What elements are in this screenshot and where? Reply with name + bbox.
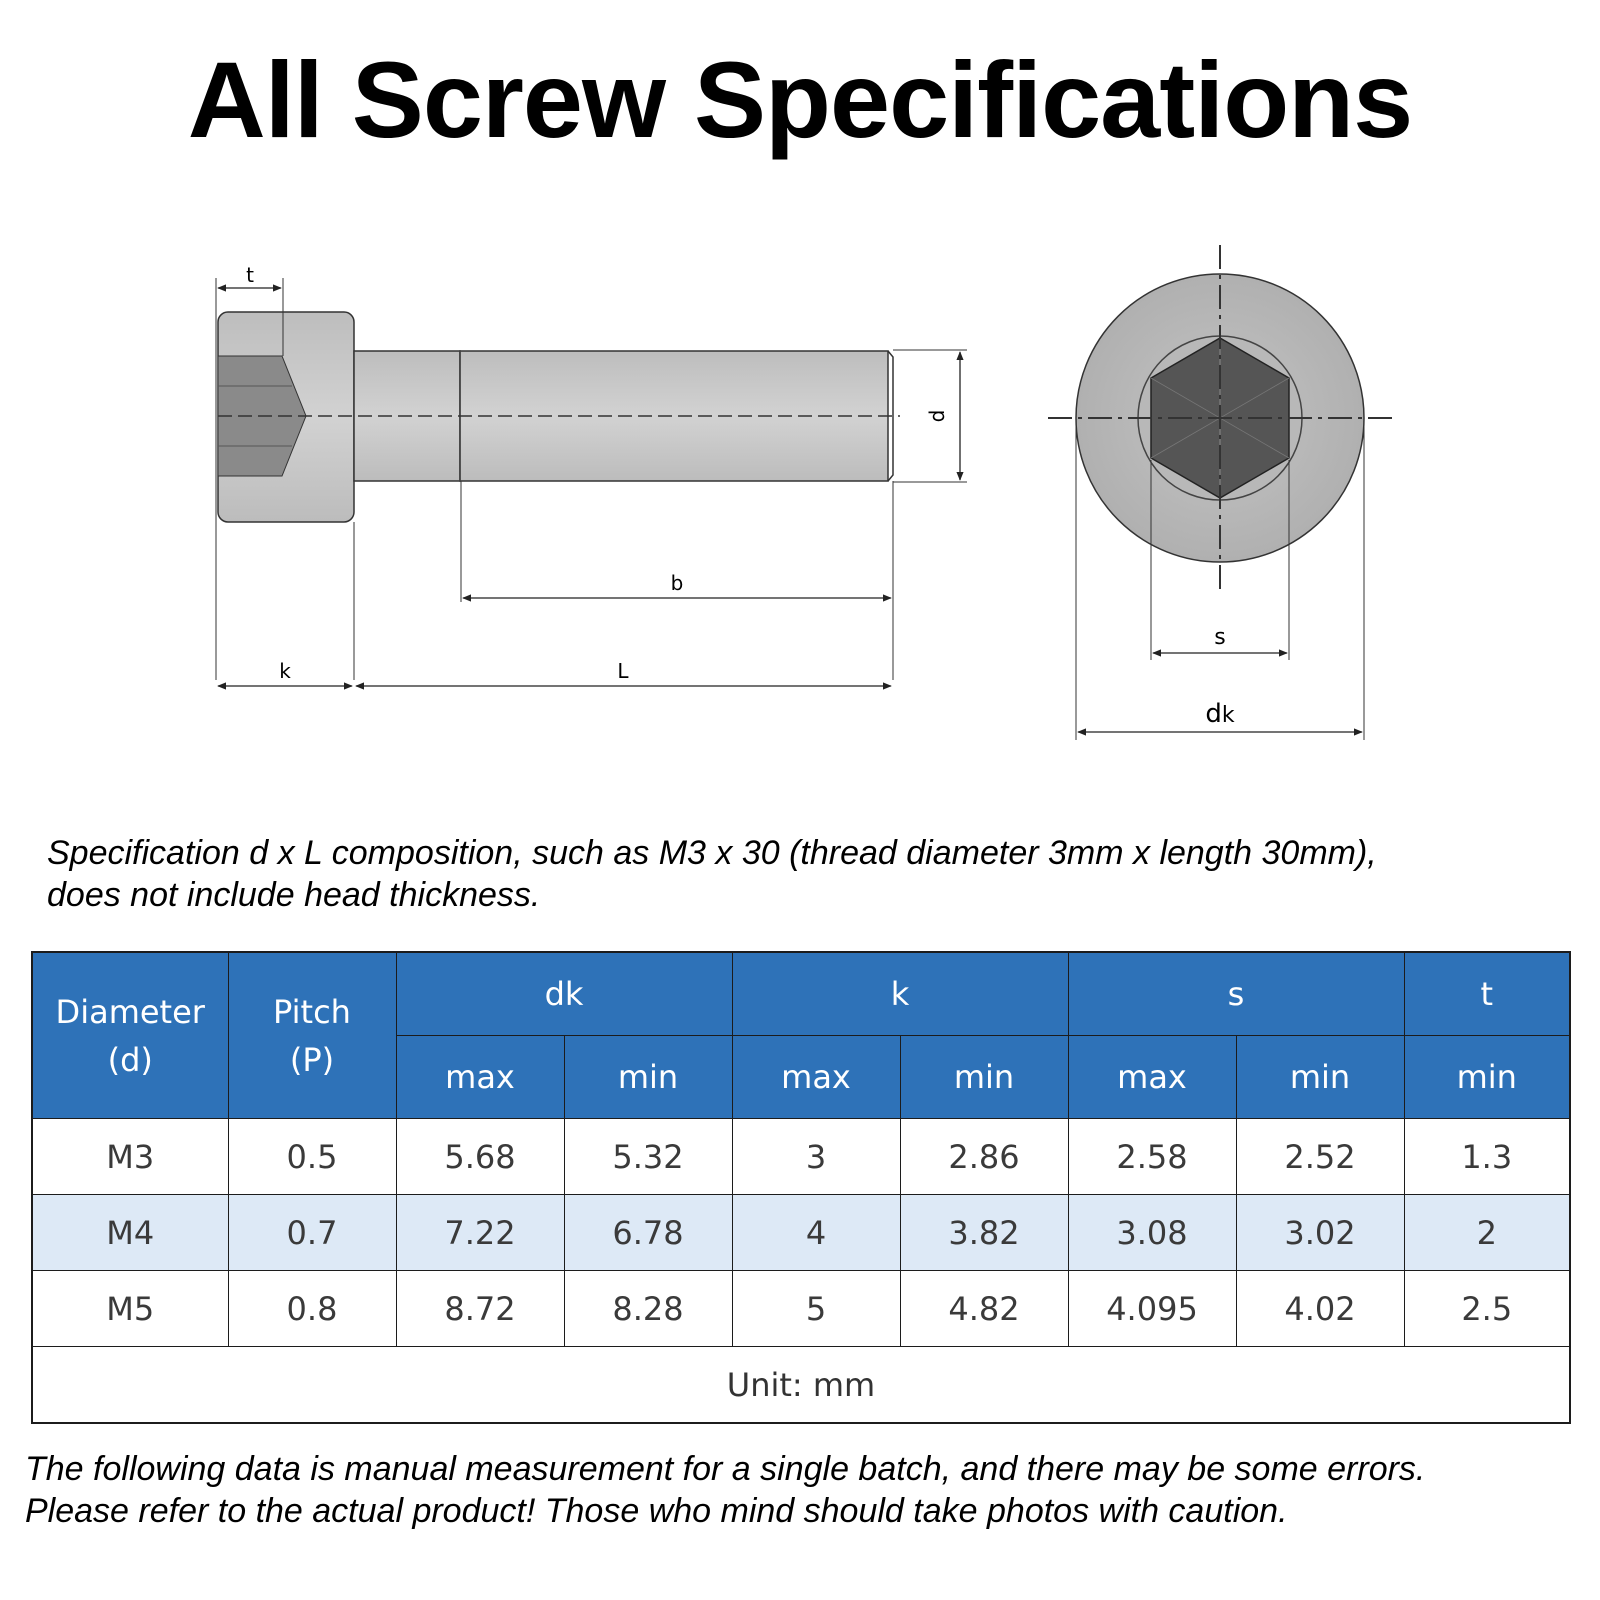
subheader-max: max <box>732 1036 900 1119</box>
cell-dk-min: 8.28 <box>564 1271 732 1347</box>
table-row <box>32 1119 1570 1195</box>
cell-dk-max: 7.22 <box>396 1195 564 1271</box>
header-text: Diameter <box>55 992 205 1031</box>
screw-top-view <box>1048 245 1392 740</box>
cell-dk-min: 5.32 <box>564 1119 732 1195</box>
cell-pitch: 0.7 <box>228 1195 396 1271</box>
screw-side-view <box>216 263 967 686</box>
cell-t-min: 1.3 <box>1404 1119 1570 1195</box>
page-title: All Screw Specifications <box>187 39 1413 160</box>
cell-k-min: 2.86 <box>900 1119 1068 1195</box>
subheader-min: min <box>564 1036 732 1119</box>
subheader-min: min <box>1404 1036 1570 1119</box>
dim-label-L: L <box>617 659 629 683</box>
cell-t-min: 2.5 <box>1404 1271 1570 1347</box>
cell-diameter: M4 <box>32 1195 228 1271</box>
subheader-max: max <box>1068 1036 1236 1119</box>
spec-composition-note <box>47 832 1587 916</box>
cell-s-max: 2.58 <box>1068 1119 1236 1195</box>
note-line: does not include head thickness. <box>47 876 541 914</box>
cell-t-min: 2 <box>1404 1195 1570 1271</box>
cell-k-max: 5 <box>732 1271 900 1347</box>
dim-label-k: k <box>279 659 291 683</box>
dim-label-t: t <box>246 263 254 287</box>
cell-s-min: 4.02 <box>1236 1271 1404 1347</box>
cell-k-min: 4.82 <box>900 1271 1068 1347</box>
screw-dimension-diagram <box>0 230 1600 760</box>
subheader-max: max <box>396 1036 564 1119</box>
header-text: (P) <box>289 1040 335 1079</box>
cell-s-max: 3.08 <box>1068 1195 1236 1271</box>
cell-dk-min: 6.78 <box>564 1195 732 1271</box>
dim-label-dk: dk <box>1205 699 1235 729</box>
cell-dk-max: 5.68 <box>396 1119 564 1195</box>
cell-k-max: 3 <box>732 1119 900 1195</box>
cell-pitch: 0.5 <box>228 1119 396 1195</box>
col-header-diameter <box>32 952 228 1119</box>
unit-note: Unit: mm <box>32 1347 1570 1424</box>
table-row <box>32 1195 1570 1271</box>
col-header-k: k <box>732 952 1068 1036</box>
note-line: The following data is manual measurement for a single batch, and there may be some errors. <box>25 1450 1426 1488</box>
dim-label-s: s <box>1214 625 1226 650</box>
cell-s-min: 2.52 <box>1236 1119 1404 1195</box>
cell-k-min: 3.82 <box>900 1195 1068 1271</box>
col-header-t: t <box>1404 952 1570 1036</box>
table-footer-row <box>32 1347 1570 1424</box>
header-text: Pitch <box>273 992 351 1031</box>
col-header-s: s <box>1068 952 1404 1036</box>
col-header-dk: dk <box>396 952 732 1036</box>
spec-table <box>31 951 1571 1424</box>
subheader-min: min <box>900 1036 1068 1119</box>
note-line: Please refer to the actual product! Those who mind should take photos with caution. <box>25 1492 1288 1530</box>
cell-pitch: 0.8 <box>228 1271 396 1347</box>
cell-diameter: M3 <box>32 1119 228 1195</box>
dim-label-d: d <box>925 409 949 423</box>
cell-s-max: 4.095 <box>1068 1271 1236 1347</box>
cell-k-max: 4 <box>732 1195 900 1271</box>
table-row <box>32 1271 1570 1347</box>
measurement-disclaimer <box>25 1448 1595 1532</box>
dim-label-b: b <box>670 571 684 595</box>
col-header-pitch <box>228 952 396 1119</box>
cell-s-min: 3.02 <box>1236 1195 1404 1271</box>
note-line: Specification d x L composition, such as M3 x 30 (thread diameter 3mm x length 30mm), <box>47 834 1377 872</box>
header-text: (d) <box>107 1040 153 1079</box>
cell-dk-max: 8.72 <box>396 1271 564 1347</box>
cell-diameter: M5 <box>32 1271 228 1347</box>
subheader-min: min <box>1236 1036 1404 1119</box>
